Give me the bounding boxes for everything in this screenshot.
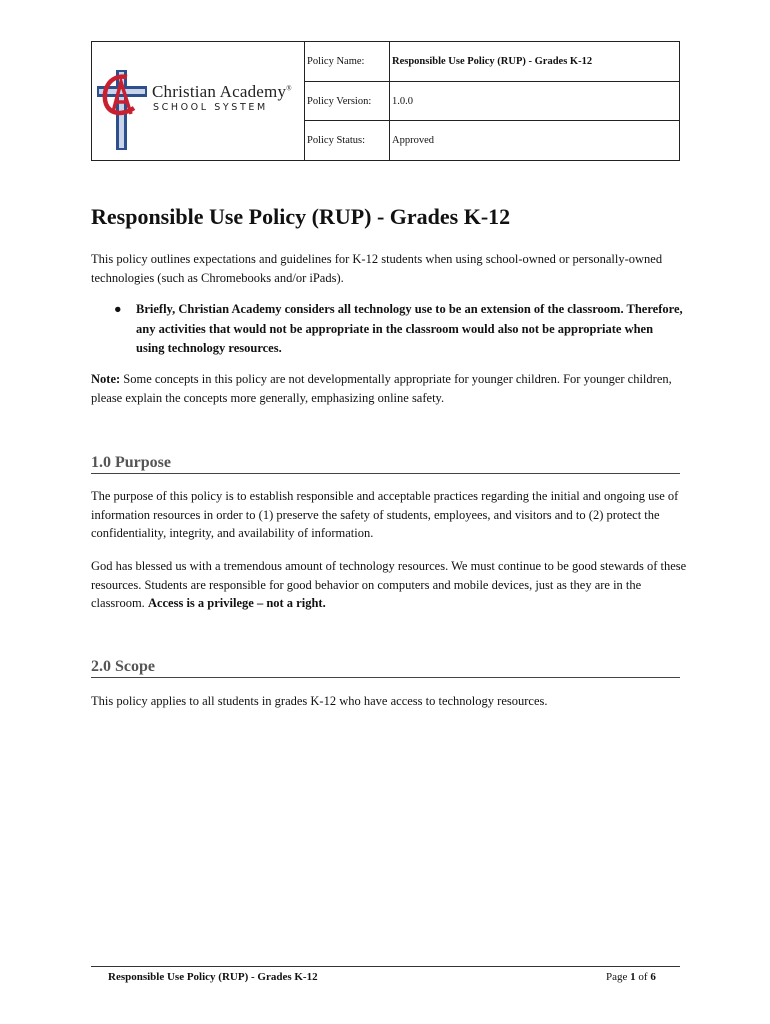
bullet-dot-icon: ● <box>114 302 122 316</box>
policy-version-value: 1.0.0 <box>392 95 413 107</box>
bullet-item <box>114 300 684 359</box>
intro-paragraph: This policy outlines expectations and guidelines for K-12 students when using school-owned or personally-owned technologies (such as Chromebooks and/or iPads). <box>91 252 663 285</box>
purpose-paragraph-2 <box>91 557 691 613</box>
policy-header-table <box>91 41 680 161</box>
purpose-paragraph-2-text: God has blessed us with a tremendous amount of technology resources. We must continue to be good stewards of these resources. Students are responsible for good behavior on computers and mobile devices, just as they are in the classroom. <box>91 559 687 610</box>
school-cross-logo-icon <box>96 68 148 154</box>
policy-fields <box>305 42 679 160</box>
logo-wordmark: Christian Academy® <box>152 82 292 101</box>
policy-status-value: Approved <box>392 135 434 147</box>
bullet-text: Briefly, Christian Academy considers all technology use to be an extension of the classroom. Therefore, any activities that would not be appropriate in the classroom would also not be appropriate when using technology resources. <box>136 302 683 355</box>
policy-name-label: Policy Name: <box>305 42 390 81</box>
footer-title: Responsible Use Policy (RUP) - Grades K-12 <box>108 971 318 983</box>
purpose-paragraph-1: The purpose of this policy is to establish responsible and acceptable practices regarding the initial and ongoing use of information resources in order to (1) preserve the safety of students, employees, and visitors and to (2) protect the confidentiality, integrity, and availability of information. <box>91 489 679 540</box>
section-heading-scope: 2.0 Scope <box>91 658 680 678</box>
document-title: Responsible Use Policy (RUP) - Grades K-12 <box>91 204 511 229</box>
policy-name-row <box>305 42 679 82</box>
note-label: Note: <box>91 372 121 386</box>
footer-divider <box>91 966 680 967</box>
privilege-statement: Access is a privilege – not a right. <box>147 596 326 610</box>
policy-name-value: Responsible Use Policy (RUP) - Grades K-12 <box>392 55 593 67</box>
policy-version-label: Policy Version: <box>305 82 390 121</box>
policy-status-row <box>305 121 679 160</box>
policy-status-label: Policy Status: <box>305 121 390 160</box>
logo-subtitle: SCHOOL SYSTEM <box>153 102 268 113</box>
note-paragraph <box>91 370 691 407</box>
policy-version-row <box>305 82 679 122</box>
logo-cell <box>92 42 305 160</box>
page-number: Page 1 of 6 <box>606 971 656 983</box>
note-text: Some concepts in this policy are not developmentally appropriate for younger children. For younger children, please explain the concepts more generally, emphasizing online safety. <box>91 372 672 405</box>
scope-paragraph: This policy applies to all students in grades K-12 who have access to technology resources. <box>91 694 548 708</box>
section-heading-purpose: 1.0 Purpose <box>91 454 680 474</box>
